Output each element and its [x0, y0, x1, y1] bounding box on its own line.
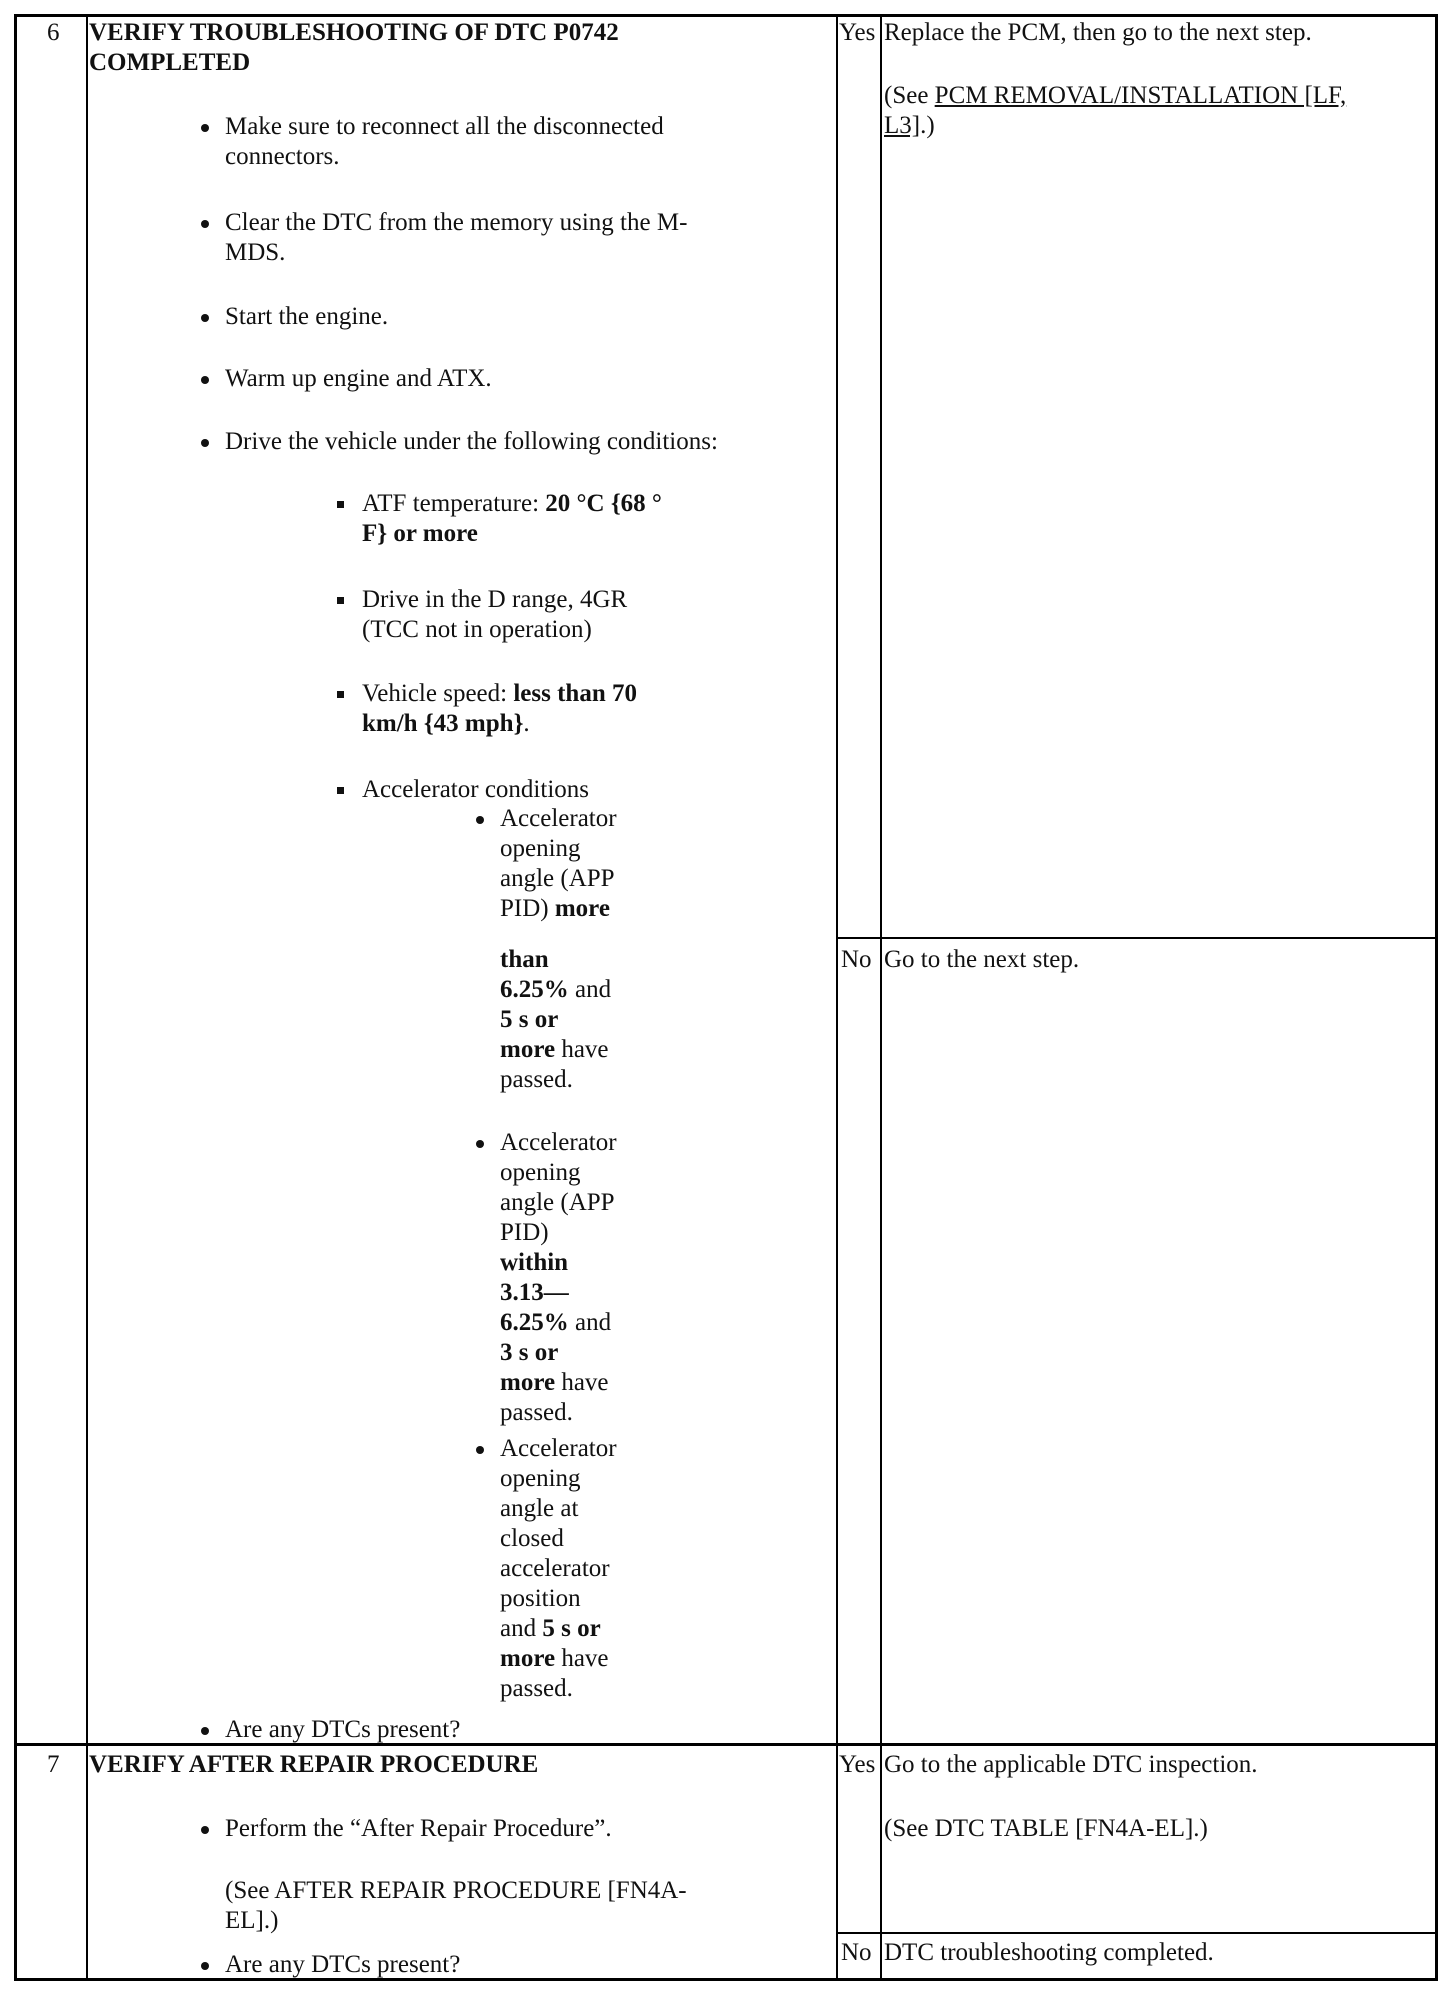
accel3-l5: accelerator — [500, 1555, 610, 1582]
bullet — [476, 816, 484, 824]
accel2-l9: more have — [500, 1369, 609, 1396]
accel1-l6: 6.25% and — [500, 976, 612, 1003]
table-border-left — [14, 14, 17, 1981]
bullet — [201, 1727, 209, 1735]
bullet — [201, 439, 209, 447]
vehicle-speed-l1: Vehicle speed: less than 70 — [362, 680, 637, 707]
accel2-l2: opening — [500, 1159, 581, 1186]
accel3-l7: and 5 s or — [500, 1615, 601, 1642]
step6-bullet-warm: Warm up engine and ATX. — [225, 365, 492, 392]
accel1-l4: PID) more — [500, 895, 610, 922]
step6-yes-action: Replace the PCM, then go to the next step. — [884, 19, 1312, 46]
step7-ref-l1: (See AFTER REPAIR PROCEDURE [FN4A- — [225, 1877, 687, 1904]
accel1-l9: passed. — [500, 1066, 573, 1093]
atf-temp-l1: ATF temperature: 20 °C {68 ° — [362, 490, 662, 517]
pcm-removal-link[interactable]: PCM REMOVAL/INSTALLATION [LF, — [934, 82, 1347, 109]
col-divider-action — [880, 14, 882, 1981]
step6-number: 6 — [47, 19, 60, 46]
step7-no-label: No — [841, 1939, 872, 1966]
step7-ref-l2: EL].) — [225, 1907, 279, 1934]
step6-title-line1: VERIFY TROUBLESHOOTING OF DTC P0742 — [89, 19, 619, 46]
accel2-l1: Accelerator — [500, 1129, 617, 1156]
bullet — [201, 1962, 209, 1970]
accel3-l2: opening — [500, 1465, 581, 1492]
step7-question: Are any DTCs present? — [225, 1951, 461, 1978]
accel2-l6: 3.13— — [500, 1279, 569, 1306]
step7-yes-ref: (See DTC TABLE [FN4A-EL].) — [884, 1815, 1208, 1842]
square-bullet — [337, 501, 344, 508]
square-bullet — [337, 691, 344, 698]
accel1-l3: angle (APP — [500, 865, 615, 892]
step6-bullet-clear-l1: Clear the DTC from the memory using the M- — [225, 209, 688, 236]
accel1-l2: opening — [500, 835, 581, 862]
pcm-removal-link-cont[interactable]: L3] — [884, 112, 921, 139]
bullet — [476, 1446, 484, 1454]
accel2-l4: PID) — [500, 1219, 549, 1246]
step6-bullet-start: Start the engine. — [225, 303, 389, 330]
bullet — [476, 1140, 484, 1148]
table-border-right — [1435, 14, 1438, 1981]
accel-conditions: Accelerator conditions — [362, 776, 589, 803]
accel1-l1: Accelerator — [500, 805, 617, 832]
vehicle-speed-l2: km/h {43 mph}. — [362, 710, 530, 737]
drive-range-l2: (TCC not in operation) — [362, 616, 592, 643]
accel1-l8: more have — [500, 1036, 609, 1063]
accel3-l1: Accelerator — [500, 1435, 617, 1462]
step6-yes-ref-l1: (See PCM REMOVAL/INSTALLATION [LF, — [884, 82, 1347, 109]
step7-bullet-perform: Perform the “After Repair Procedure”. — [225, 1815, 612, 1842]
bullet — [201, 124, 209, 132]
accel2-l10: passed. — [500, 1399, 573, 1426]
col-divider-num — [86, 14, 88, 1981]
accel3-l4: closed — [500, 1525, 564, 1552]
accel3-l6: position — [500, 1585, 581, 1612]
step6-yes-no-divider — [836, 937, 1438, 939]
step6-no-label: No — [841, 946, 872, 973]
step6-bullet-drive: Drive the vehicle under the following conditions: — [225, 428, 718, 455]
step7-yes-no-divider — [836, 1932, 1438, 1934]
step7-no-action: DTC troubleshooting completed. — [884, 1939, 1214, 1966]
step7-number: 7 — [47, 1751, 60, 1778]
accel3-l9: passed. — [500, 1675, 573, 1702]
step6-bullet-clear-l2: MDS. — [225, 239, 286, 266]
step6-no-action: Go to the next step. — [884, 946, 1080, 973]
square-bullet — [337, 597, 344, 604]
step6-bullet-reconnect-l1: Make sure to reconnect all the disconnected — [225, 113, 664, 140]
bullet — [201, 376, 209, 384]
accel2-l7: 6.25% and — [500, 1309, 612, 1336]
step7-yes-action: Go to the applicable DTC inspection. — [884, 1751, 1258, 1778]
accel3-l8: more have — [500, 1645, 609, 1672]
step7-title: VERIFY AFTER REPAIR PROCEDURE — [89, 1751, 539, 1778]
table-border-top — [14, 14, 1438, 17]
accel1-l5: than — [500, 946, 549, 973]
atf-temp-l2: F} or more — [362, 520, 478, 547]
drive-range-l1: Drive in the D range, 4GR — [362, 586, 628, 613]
accel1-l7: 5 s or — [500, 1006, 559, 1033]
col-divider-yesno — [836, 14, 838, 1981]
accel2-l5: within — [500, 1249, 569, 1276]
step6-bullet-reconnect-l2: connectors. — [225, 143, 340, 170]
bullet — [201, 314, 209, 322]
step6-question: Are any DTCs present? — [225, 1716, 461, 1743]
step7-yes-label: Yes — [839, 1751, 876, 1778]
accel3-l3: angle at — [500, 1495, 579, 1522]
accel2-l8: 3 s or — [500, 1339, 559, 1366]
step6-yes-label: Yes — [839, 19, 876, 46]
bullet — [201, 220, 209, 228]
step6-title-line2: COMPLETED — [89, 49, 251, 76]
accel2-l3: angle (APP — [500, 1189, 615, 1216]
square-bullet — [337, 787, 344, 794]
bullet — [201, 1826, 209, 1834]
step6-yes-ref-l2: L3].) — [884, 112, 935, 139]
